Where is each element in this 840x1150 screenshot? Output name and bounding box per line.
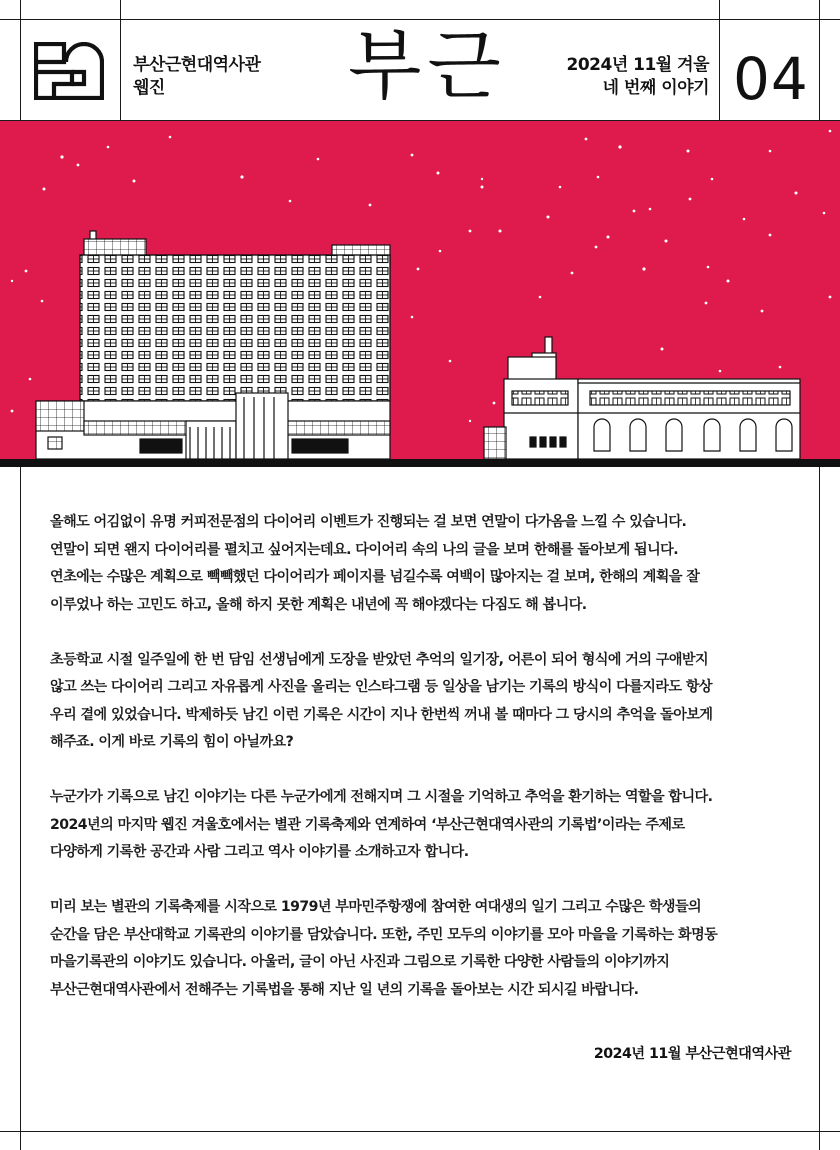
paragraph-3 — [50, 784, 795, 867]
ground-line — [0, 459, 840, 467]
issue-info — [567, 54, 710, 100]
text-line: 연말이 되면 왠지 다이어리를 펼치고 싶어지는데요. 다이어리 속의 나의 글을 보며 한해를 돌아보게 됩니다. — [50, 541, 679, 558]
text-line: 않고 쓰는 다이어리 그리고 자유롭게 사진을 올리는 인스타그램 등 일상을 남기는 기록의 방식이 다를지라도 항상 — [50, 679, 712, 695]
text-line: 누군가가 기록으로 남긴 이야기는 다른 누군가에게 전해지며 그 시절을 기억하고 추억을 환기하는 역할을 합니다. — [50, 789, 713, 805]
main-hall-building — [36, 231, 390, 459]
issue-story-label: 네 번째 이야기 — [602, 78, 709, 98]
org-name-line: 부산근현대역사관 — [133, 55, 261, 75]
text-line: 우리 곁에 있었습니다. 박제하듯 남긴 이런 기록은 시간이 지나 한번씩 꺼내 볼 때마다 그 당시의 추억을 돌아보게 — [50, 706, 713, 723]
museum-logo-icon — [34, 42, 104, 100]
text-line: 마을기록관의 이야기도 있습니다. 아울러, 글이 아닌 사진과 그림으로 기록한 다양한 사람들의 이야기까지 — [50, 954, 670, 970]
article-body — [50, 509, 795, 1032]
organization-name — [133, 54, 260, 100]
text-line: 올해도 어김없이 유명 커피전문점의 다이어리 이벤트가 진행되는 걸 보면 연말이 다가옴을 느낄 수 있습니다. — [50, 514, 687, 530]
issue-number: 04 — [733, 45, 809, 113]
issue-date: 2024년 11월 겨울 — [566, 55, 709, 75]
paragraph-1 — [50, 509, 795, 619]
building-illustration — [0, 121, 840, 467]
masthead — [0, 0, 840, 120]
frame-line-bottom — [0, 1131, 840, 1132]
paragraph-4 — [50, 894, 795, 1004]
paragraph-2 — [50, 647, 795, 757]
text-line: 해주죠. 이게 바로 기록의 힘이 아닐까요? — [50, 734, 294, 750]
webzine-title: 부근 — [348, 21, 507, 110]
annex-building — [484, 337, 800, 459]
text-line: 초등학교 시절 일주일에 한 번 담임 선생님에게 도장을 받았던 추억의 일기장, 어른이 되어 형식에 거의 구애받지 — [50, 651, 709, 668]
text-line: 미리 보는 별관의 기록축제를 시작으로 1979년 부마민주항쟁에 참여한 여대생의 일기 그리고 수많은 학생들의 — [50, 899, 702, 915]
text-line: 연초에는 수많은 계획으로 빽빽했던 다이어리가 페이지를 넘길수록 여백이 많아지는 걸 보며, 한해의 계획을 잘 — [50, 569, 700, 585]
hero-banner — [0, 121, 840, 467]
webzine-label: 웹진 — [133, 78, 165, 98]
masthead-divider-1 — [120, 0, 121, 120]
masthead-divider-2 — [719, 0, 720, 120]
article-signature: 2024년 11월 부산근현대역사관 — [593, 1046, 791, 1062]
text-line: 다양하게 기록한 공간과 사람 그리고 역사 이야기를 소개하고자 합니다. — [50, 844, 469, 860]
text-line: 2024년의 마지막 웹진 겨울호에서는 별관 기록축제와 연계하여 ‘부산근현대역사관의 기록법’이라는 주제로 — [50, 816, 685, 833]
text-line: 부산근현대역사관에서 전해주는 기록법을 통해 지난 일 년의 기록을 돌아보는 시간 되시길 바랍니다. — [50, 981, 639, 998]
text-line: 이루었나 하는 고민도 하고, 올해 하지 못한 계획은 내년에 꼭 해야겠다는 다짐도 해 봅니다. — [50, 596, 587, 613]
text-line: 순간을 담은 부산대학교 기록관의 이야기를 담았습니다. 또한, 주민 모두의 이야기를 모아 마을을 기록하는 화명동 — [50, 926, 718, 943]
